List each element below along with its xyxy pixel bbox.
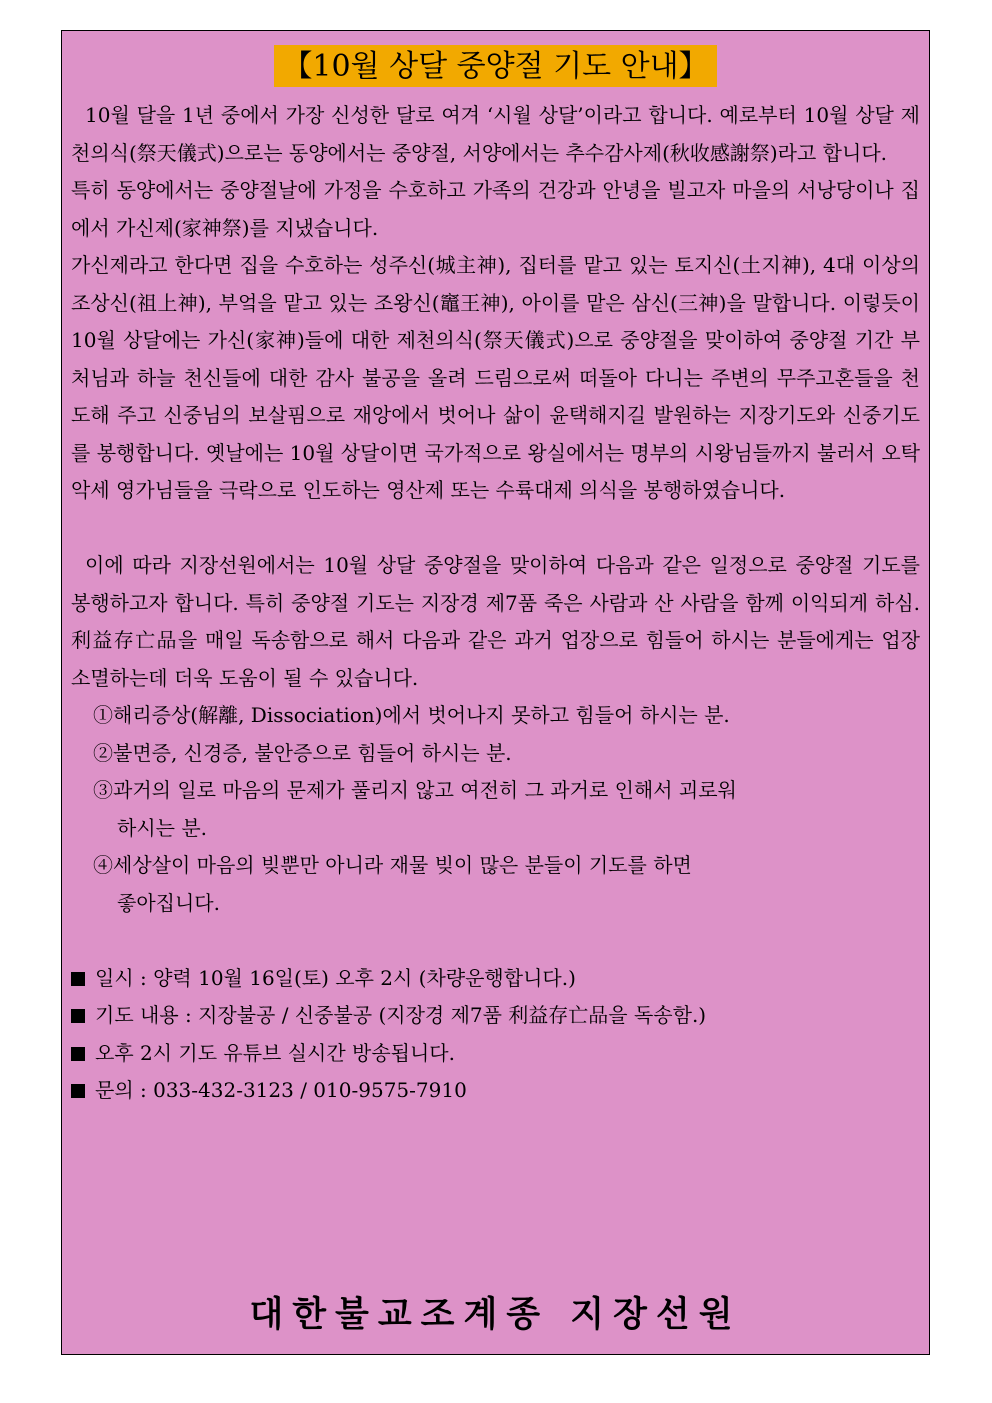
square-bullet-icon <box>71 972 85 986</box>
benefit-line: ④세상살이 마음의 빚뿐만 아니라 재물 빚이 많은 분들이 기도를 하면 <box>93 853 692 877</box>
info-text: 일시 : 양력 10월 16일(토) 오후 2시 (차량운행합니다.) <box>95 965 576 990</box>
paragraph-schedule-intro: 이에 따라 지장선원에서는 10월 상달 중양절을 맞이하여 다음과 같은 일정으로 중양절 기도를 봉행하고자 합니다. 특히 중양절 기도는 지장경 제7품 죽은 사람과 산 사람을 함께 이익되게 하심. 利益存亡品을 매일 독송함으로 해서 다음과 같은 과거 업장으로 힘들어 하시는 분들에게는 업장 소멸하는데 더욱 도움이 될 수 있습니다. <box>71 553 920 690</box>
temple-name: 대한불교조계종 지장선원 <box>249 1295 742 1335</box>
benefit-line-continued: 하시는 분. <box>117 815 207 840</box>
section-gap <box>71 922 920 960</box>
square-bullet-icon <box>71 1009 85 1023</box>
paragraph-gap <box>71 510 920 548</box>
info-text: 문의 : 033-432-3123 / 010-9575-7910 <box>95 1078 467 1102</box>
benefit-item <box>71 847 920 922</box>
benefit-item <box>71 772 920 847</box>
benefit-line: ①해리증상(解離, Dissociation)에서 벗어나지 못하고 힘들어 하시는 분. <box>93 703 730 727</box>
benefit-line: ③과거의 일로 마음의 문제가 풀리지 않고 여전히 그 과거로 인해서 괴로워 <box>93 778 737 802</box>
title-wrap <box>62 45 929 87</box>
notice-body <box>71 97 920 1110</box>
benefit-item <box>71 735 920 773</box>
info-item-contact <box>71 1072 920 1110</box>
benefit-line-continued: 좋아집니다. <box>117 890 220 915</box>
square-bullet-icon <box>71 1047 85 1061</box>
info-item-broadcast <box>71 1035 920 1073</box>
info-item-content <box>71 997 920 1035</box>
benefit-line: ②불면증, 신경증, 불안증으로 힘들어 하시는 분. <box>93 740 512 765</box>
benefit-item <box>71 697 920 735</box>
paragraph-dongyang: 특히 동양에서는 중양절날에 가정을 수호하고 가족의 건강과 안녕을 빌고자 마을의 서낭당이나 집에서 가신제(家神祭)를 지냈습니다. <box>71 178 920 240</box>
intro-paragraph: 10월 달을 1년 중에서 가장 신성한 달로 여겨 ‘시월 상달’이라고 합니다. 예로부터 10월 상달 제천의식(祭天儀式)으로는 동양에서는 중양절, 서양에서는 추수감사제(秋收感謝祭)라고 합니다. <box>71 103 920 165</box>
info-text: 기도 내용 : 지장불공 / 신중불공 (지장경 제7품 利益存亡品을 독송함.) <box>95 1003 707 1027</box>
info-list <box>71 960 920 1110</box>
notice-title: 【10월 상달 중양절 기도 안내】 <box>274 45 716 87</box>
benefit-list <box>71 697 920 922</box>
info-text: 오후 2시 기도 유튜브 실시간 방송됩니다. <box>95 1040 455 1065</box>
square-bullet-icon <box>71 1084 85 1098</box>
notice-box <box>61 30 930 1355</box>
info-item-date <box>71 960 920 998</box>
paragraph-gasinje: 가신제라고 한다면 집을 수호하는 성주신(城主神), 집터를 맡고 있는 토지신(土지神), 4대 이상의 조상신(祖上神), 부엌을 맡고 있는 조왕신(竈王神), 아이를 맡은 삼신(三神)을 말합니다. 이렇듯이 10월 상달에는 가신(家神)들에 대한 제천의식(祭天儀式)으로 중양절을 맞이하여 중양절 기간 부처님과 하늘 천신들에 대한 감사 불공을 올려 드림으로써 떠돌아 다니는 주변의 무주고혼들을 천도해 주고 신중님의 보살핌으로 재앙에서 벗어나 삶이 윤택해지길 발원하는 지장기도와 신중기도를 봉행합니다. 옛날에는 10월 상달이면 국가적으로 왕실에서는 명부의 시왕님들까지 불러서 오탁악세 영가님들을 극락으로 인도하는 영산제 또는 수륙대제 의식을 봉행하였습니다. <box>71 253 920 502</box>
